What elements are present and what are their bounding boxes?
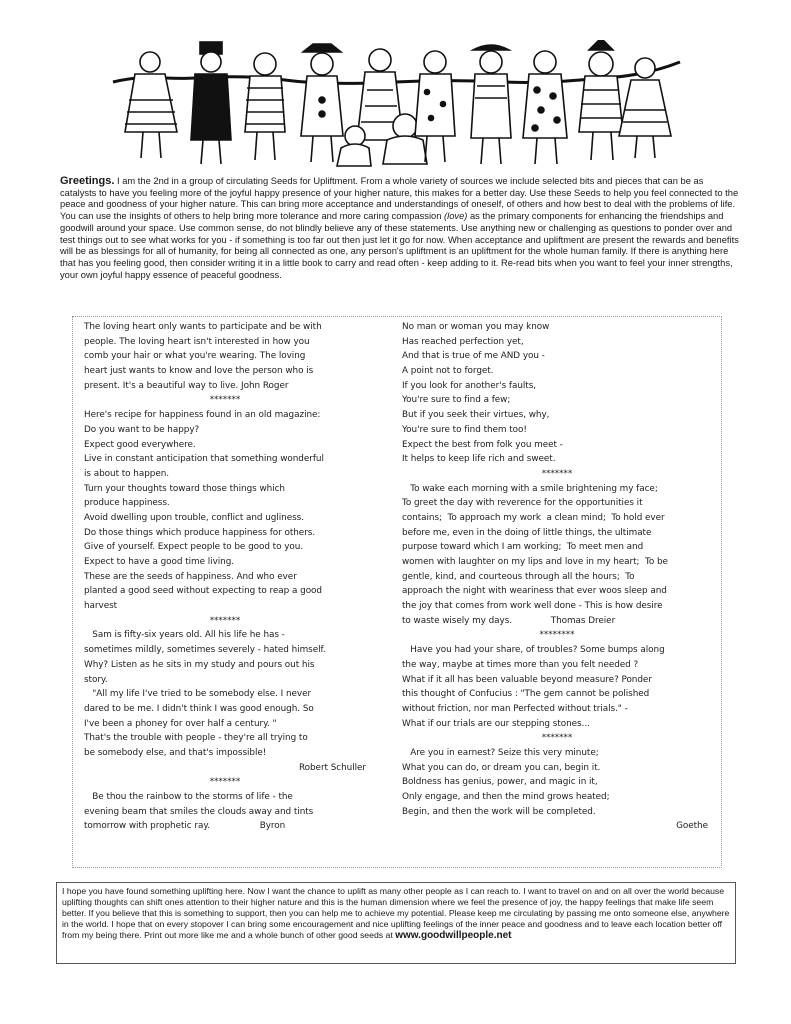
quotes-frame [72, 316, 722, 868]
quote-line: gentle, kind, and courteous through all the hours; To [402, 571, 635, 582]
quote-line: To greet the day with reverence for the opportunities it [402, 498, 643, 509]
quote-line: Avoid dwelling upon trouble, conflict and ugliness. [84, 512, 305, 523]
quote-line: the joy that comes from work well done - This is how desire [402, 601, 663, 612]
greetings-text-part-2: as the primary components for enhancing the friendships and goodwill around your space. Use common sense, do not blindly believe any of these statements. Use anything new or challenging as questions to ponder over and test things out to see what works for you - if something is too far out then just let it go for now. When acceptance and upliftment are present the rewards and benefits will be as blessings for all of humanity, for being all connected as one, any person's upliftment is an upliftment for the whole human family. If there is anything here that has you feeling good, then consider writing it in a little book to carry and read often - keep adding to it. Re-read bits when you want to feel your inner strengths, your own joyful happy essence of peaceful goodness. [60, 211, 739, 280]
frame-top-border [72, 316, 722, 317]
section-divider: ******* [209, 777, 241, 788]
quote-line: What if it all has been valuable beyond measure? Ponder [402, 674, 652, 685]
quote-line: Have you had your share, of troubles? Some bumps along [402, 645, 665, 656]
quote-line: before me, even in the doing of little things, the ultimate [402, 527, 652, 538]
quote-line: produce happiness. [84, 498, 170, 509]
section-divider: ******* [541, 468, 573, 479]
quote-line: Only engage, and then the mind grows heated; [402, 792, 610, 802]
quote-line: sometimes mildly, sometimes severely - hated himself. [84, 645, 326, 656]
quote-line: These are the seeds of happiness. And who ever [84, 571, 297, 582]
section-divider: ******* [209, 395, 241, 406]
frame-left-border [72, 316, 73, 868]
quote-line: harvest [84, 601, 118, 612]
quote-line: Expect to have a good time living. [84, 557, 235, 567]
quote-line: is about to happen. [84, 468, 170, 479]
quote-line: You're sure to find them too! [402, 424, 527, 435]
quote-line: Why? Listen as he sits in my study and pours out his [84, 659, 315, 670]
quote-line: Expect good everywhere. [84, 439, 196, 450]
quote-line: Here's recipe for happiness found in an old magazine: [84, 410, 321, 421]
quote-line: Be thou the rainbow to the storms of life - the [84, 792, 293, 802]
quote-line: A point not to forget. [402, 366, 494, 377]
section-divider: ******* [541, 733, 573, 744]
quote-line: But if you seek their virtues, why, [402, 410, 550, 421]
right-quotes-column [402, 320, 712, 834]
footer-box [56, 882, 736, 964]
quote-line: women with laughter on my lips and love in my heart; To be [402, 557, 668, 567]
quote-line: purpose toward which I am working; To meet men and [402, 542, 644, 553]
quote-line: What if our trials are our stepping stones... [402, 718, 590, 729]
quote-line: Give of yourself. Expect people to be good to you. [84, 542, 304, 553]
section-divider: ******* [209, 615, 241, 626]
quote-line: tomorrow with prophetic ray. Byron [84, 821, 286, 832]
quote-line: That's the trouble with people - they're all trying to [84, 733, 308, 744]
quote-author: Robert Schuller [298, 762, 366, 773]
quote-line: The loving heart only wants to participate and be with [84, 322, 322, 332]
quote-line: approach the night with weariness that ever woos sleep and [402, 586, 667, 597]
people-holding-hands-illustration [105, 40, 685, 168]
quote-line: Do those things which produce happiness for others. [84, 527, 316, 538]
quote-line: dared to be me. I didn't think I was good enough. So [84, 703, 314, 714]
quote-line: Live in constant anticipation that something wonderful [84, 454, 324, 465]
greetings-paragraph [60, 176, 740, 281]
quote-line: this thought of Confucius : "The gem cannot be polished [402, 689, 650, 700]
quote-line: Boldness has genius, power, and magic in it, [402, 777, 598, 788]
quote-line: No man or woman you may know [402, 322, 550, 332]
quote-line: Do you want to be happy? [84, 424, 200, 435]
quote-line: evening beam that smiles the clouds away and tints [84, 806, 314, 817]
quote-line: Expect the best from folk you meet - [402, 439, 563, 450]
quote-line: If you look for another's faults, [402, 380, 537, 391]
frame-right-border [721, 316, 722, 868]
quote-line: And that is true of me AND you - [402, 351, 545, 362]
website-link[interactable]: www.goodwillpeople.net [395, 929, 512, 941]
greetings-text-emphasis: (love) [444, 211, 468, 222]
quote-line: without friction, nor man Perfected without trials." - [402, 703, 628, 714]
quote-line: Has reached perfection yet, [402, 336, 524, 347]
greetings-text-part-1: I am the 2nd in a group of circulating Seeds for Upliftment. From a whole variety of sources we include selected bits and pieces that can be as catalysts to have you feeling more of the joyful happy presence of your higher nature, this makes for a better day. Use these Seeds to help you feel connected to the peace and goodness of your higher nature. This can bring more acceptance and understandings of oneself, of others and how best to deal with the problems of life. You can use the insights of others to help bring more tolerance and more caring compassion [60, 176, 739, 222]
quote-line: Begin, and then the work will be completed. [402, 806, 596, 817]
quote-line: What you can do, or dream you can, begin it. [402, 762, 601, 773]
section-divider: ******** [539, 630, 575, 641]
frame-bottom-border [72, 867, 722, 868]
quote-line: contains; To approach my work a clean mind; To hold ever [402, 512, 665, 523]
left-quotes-column [84, 320, 366, 834]
quote-line: I've been a phoney for over half a century. " [84, 718, 277, 729]
quote-line: Sam is fifty-six years old. All his life he has - [84, 630, 285, 641]
quote-line: Are you in earnest? Seize this very minute; [402, 747, 599, 758]
quote-line: Turn your thoughts toward those things which [84, 483, 285, 494]
quote-line: planted a good seed without expecting to reap a good [84, 586, 322, 597]
quote-line: be somebody else, and that's impossible! [84, 747, 267, 758]
quote-line: You're sure to find a few; [402, 395, 511, 406]
quote-line: It helps to keep life rich and sweet. [402, 454, 556, 465]
quote-author: Goethe [676, 821, 708, 832]
quote-line: heart just wants to know and love the person who is [84, 366, 314, 377]
quote-line: present. It's a beautiful way to live. John Roger [84, 380, 289, 391]
quote-line: comb your hair or what you're wearing. The loving [84, 351, 306, 362]
quote-line: people. The loving heart isn't interested in how you [84, 336, 310, 347]
quote-line: "All my life I've tried to be somebody else. I never [84, 689, 312, 700]
greetings-heading: Greetings. [60, 175, 115, 187]
quote-line: the way, maybe at times more than you felt needed ? [402, 659, 639, 670]
footer-text: I hope you have found something uplifting here. Now I want the chance to uplift as many other people as I can reach to. I want to travel on and on all over the world because uplifting thoughts can shift ones attention to their higher nature and this is the human dimension where we feel the presence of joy, the happy feelings that make life seem better. If you believe that this is something to support, then you can help me to achieve my potential. Please keep me circulating by passing me onto someone else, anywhere in the world. I hope that on every stopover I can bring some encouragement and nice uplifting feelings of the inner peace and goodness and to leave each location better off from my being there. Print out more like me and a whole bunch of other good seeds at [62, 886, 730, 940]
quote-line: To wake each morning with a smile brightening my face; [402, 483, 658, 494]
quote-line: to waste wisely my days. Thomas Dreier [402, 615, 616, 626]
quote-line: story. [84, 674, 108, 685]
